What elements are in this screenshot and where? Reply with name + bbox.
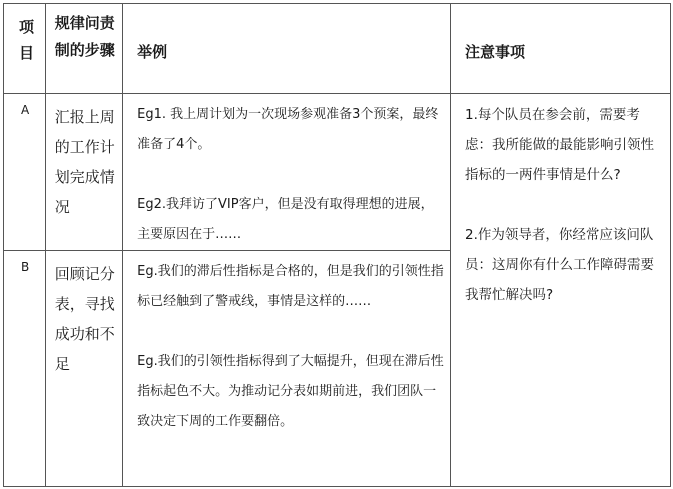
example-a-1: Eg1. 我上周计划为一次现场参观准备3个预案，最终准备了4个。	[137, 107, 439, 152]
note-2: 2.作为领导者，你经常应该问队员：这周你有什么工作障碍需要我帮忙解决吗?	[465, 227, 655, 303]
step-text-a: 汇报上周的工作计划完成情况	[54, 108, 115, 216]
header-cell-step	[45, 4, 122, 94]
header-step-label: 规律问责制的步骤	[54, 14, 115, 59]
example-b-2: Eg.我们的引领性指标得到了大幅提升，但现在滞后性指标起色不大。为推动记分表如期前进，我们团队一致决定下周的工作要翻倍。	[137, 354, 444, 429]
header-item-label: 项目	[19, 18, 35, 62]
example-cell-a	[123, 94, 451, 251]
item-id-b: B	[21, 260, 30, 274]
step-cell-b	[45, 251, 122, 487]
step-cell-a	[45, 94, 122, 251]
header-cell-example	[123, 4, 451, 94]
step-text-b: 回顾记分表，寻找成功和不足	[54, 265, 115, 373]
example-b-1: Eg.我们的滞后性指标是合格的，但是我们的引领性指标已经触到了警戒线，事情是这样的……	[137, 264, 444, 309]
header-example-label: 举例	[137, 43, 168, 61]
header-row	[4, 4, 671, 94]
table-row-a	[4, 94, 671, 251]
notes-cell	[451, 94, 671, 487]
example-cell-b	[123, 251, 451, 487]
header-notes-label: 注意事项	[465, 43, 526, 61]
item-id-a: A	[21, 103, 30, 117]
example-a-2: Eg2.我拜访了VIP客户，但是没有取得理想的进展，主要原因在于……	[137, 197, 434, 242]
accountability-table	[3, 3, 671, 487]
header-cell-notes	[451, 4, 671, 94]
item-cell-a	[4, 94, 46, 251]
note-1: 1.每个队员在参会前，需要考虑：我所能做的最能影响引领性指标的一两件事情是什么?	[465, 107, 655, 183]
item-cell-b	[4, 251, 46, 487]
header-cell-item	[4, 4, 46, 94]
